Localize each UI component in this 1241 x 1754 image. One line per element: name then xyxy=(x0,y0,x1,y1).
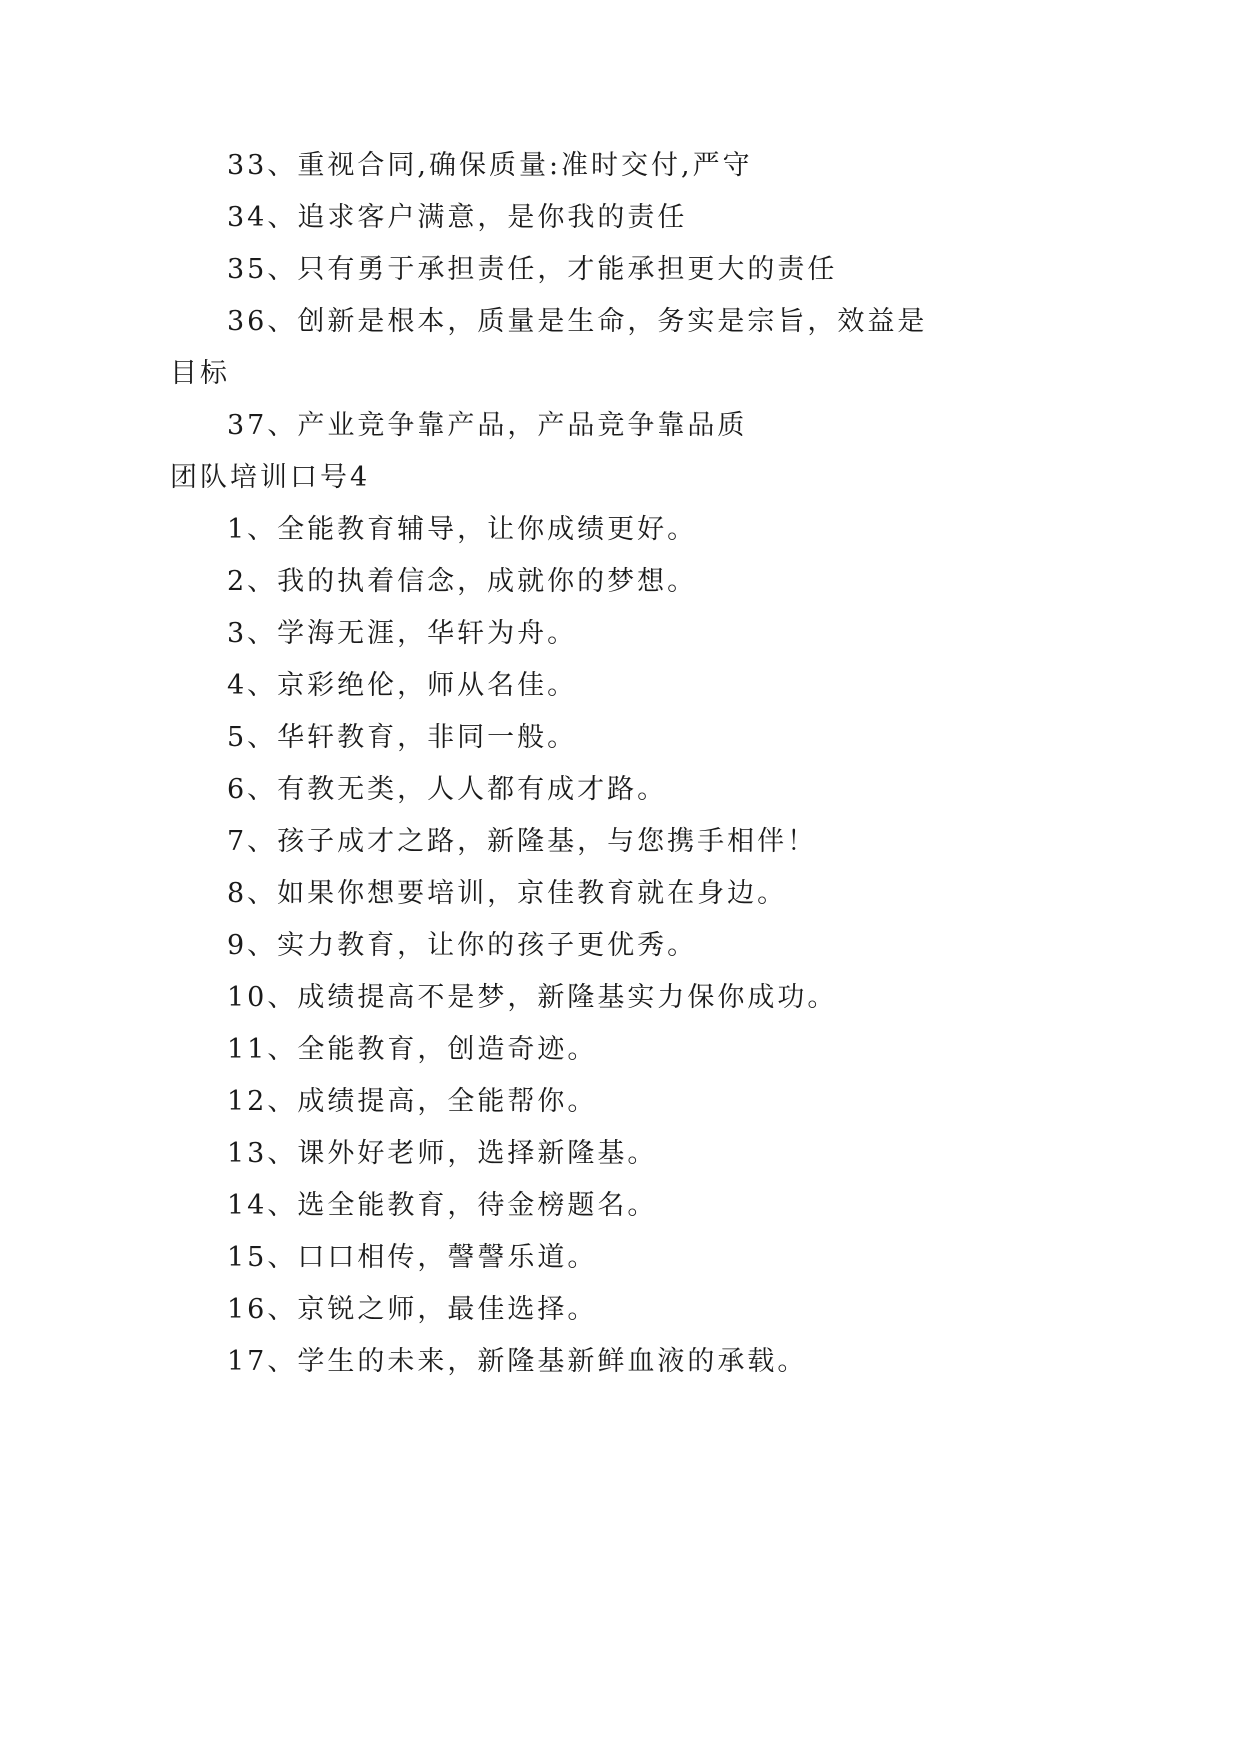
list-item: 3、学海无涯，华轩为舟。 xyxy=(227,618,578,649)
slogan-line-33: 33、重视合同,确保质量:准时交付,严守 xyxy=(227,150,753,181)
list-item: 16、京锐之师，最佳选择。 xyxy=(227,1294,598,1325)
list-item: 14、选全能教育，待金榜题名。 xyxy=(227,1190,658,1221)
list-item: 9、实力教育，让你的孩子更优秀。 xyxy=(227,930,698,961)
list-item: 11、全能教育，创造奇迹。 xyxy=(227,1034,598,1065)
list-item: 6、有教无类，人人都有成才路。 xyxy=(227,774,668,805)
list-item: 10、成绩提高不是梦，新隆基实力保你成功。 xyxy=(227,982,838,1013)
list-item: 4、京彩绝伦，师从名佳。 xyxy=(227,670,578,701)
slogan-line-36: 36、创新是根本，质量是生命，务实是宗旨，效益是目标 xyxy=(170,306,928,389)
list-item: 8、如果你想要培训，京佳教育就在身边。 xyxy=(227,878,788,909)
document-body xyxy=(170,140,950,1388)
slogan-line-35: 35、只有勇于承担责任，才能承担更大的责任 xyxy=(227,254,838,285)
slogan-line-34: 34、追求客户满意，是你我的责任 xyxy=(227,202,688,233)
list-item: 17、学生的未来，新隆基新鲜血液的承载。 xyxy=(227,1346,808,1377)
list-item: 5、华轩教育，非同一般。 xyxy=(227,722,578,753)
list-item: 13、课外好老师，选择新隆基。 xyxy=(227,1138,658,1169)
list-item: 2、我的执着信念，成就你的梦想。 xyxy=(227,566,698,597)
list-item: 12、成绩提高，全能帮你。 xyxy=(227,1086,598,1117)
section-title: 团队培训口号4 xyxy=(170,462,371,493)
list-item: 1、全能教育辅导，让你成绩更好。 xyxy=(227,514,698,545)
list-item: 7、孩子成才之路，新隆基，与您携手相伴！ xyxy=(227,826,818,857)
list-item: 15、口口相传，謦謦乐道。 xyxy=(227,1242,598,1273)
slogan-line-37: 37、产业竞争靠产品，产品竞争靠品质 xyxy=(227,410,748,441)
